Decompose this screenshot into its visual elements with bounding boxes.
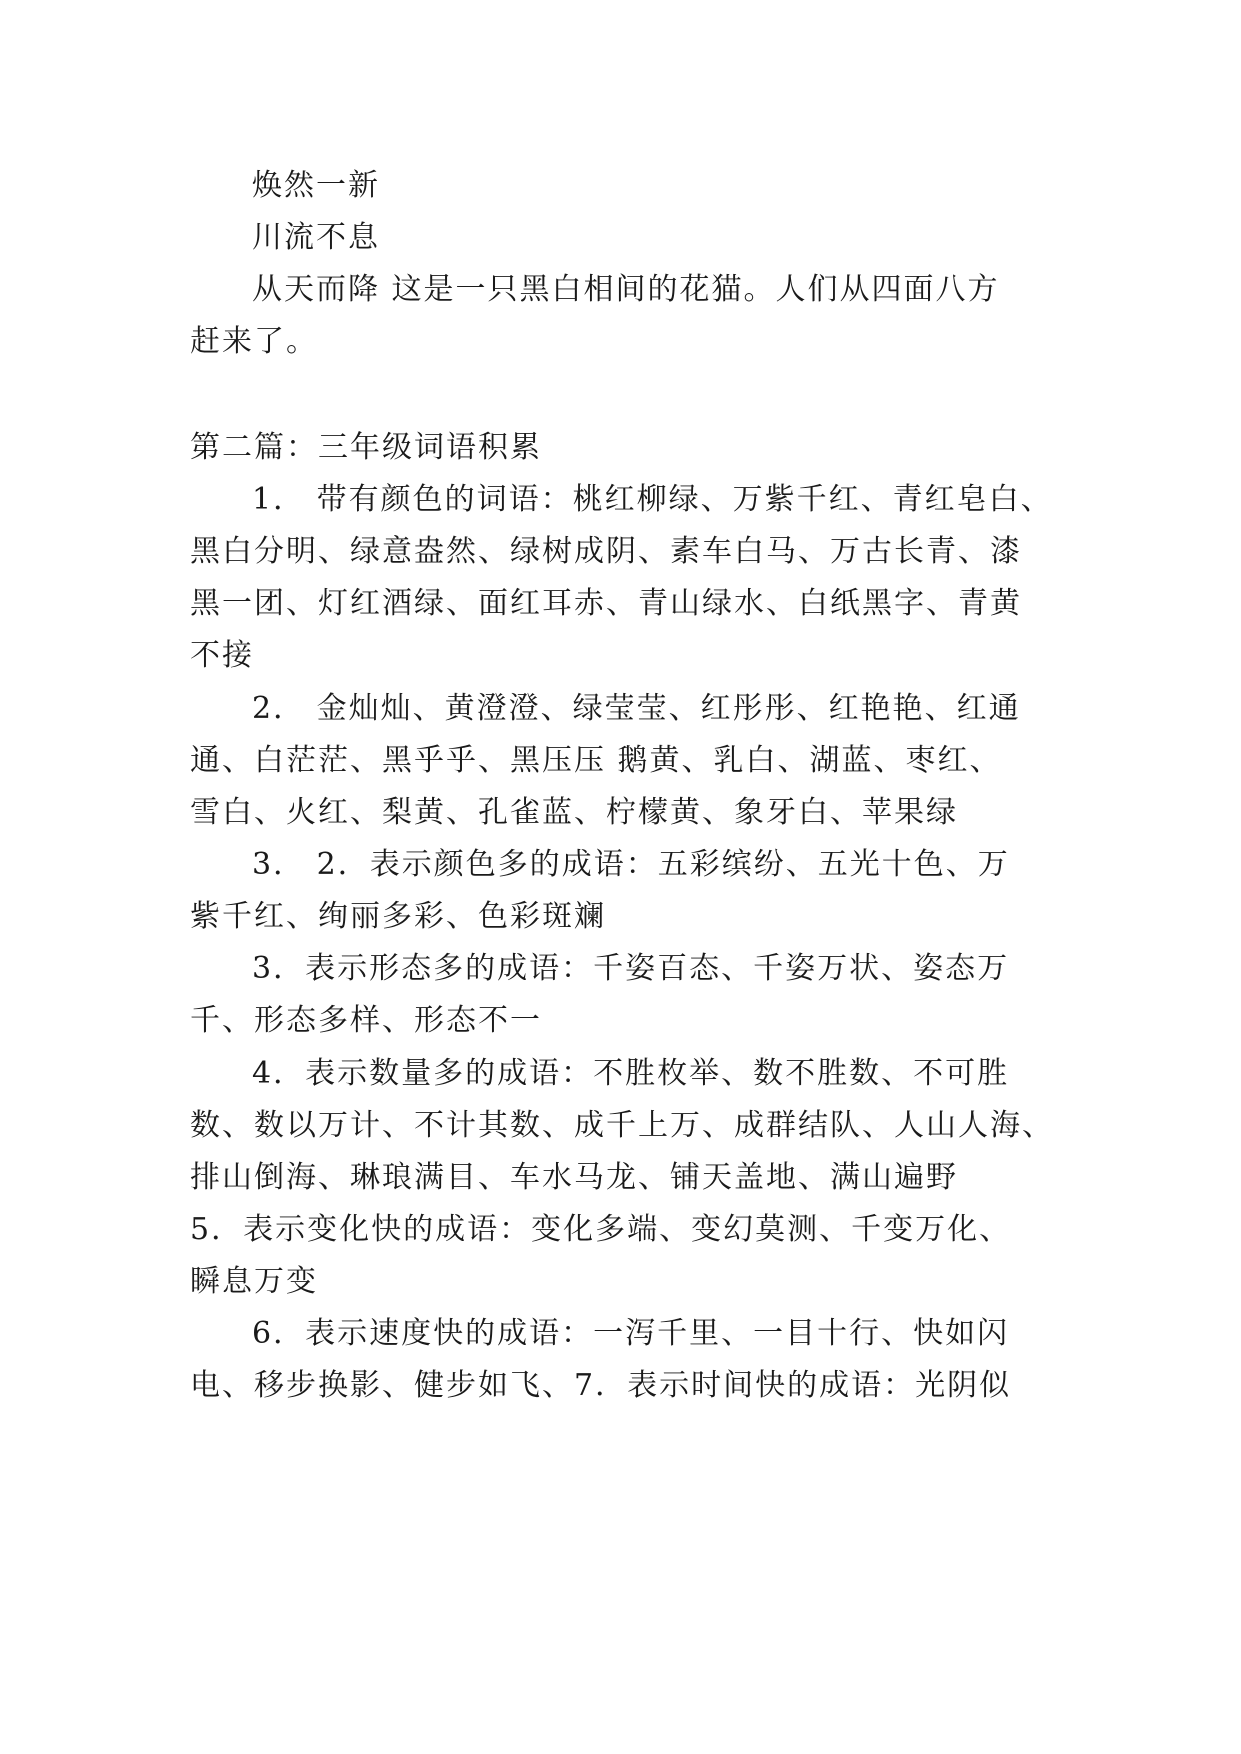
text-line: 数、数以万计、不计其数、成千上万、成群结队、人山人海、 <box>190 1108 1054 1143</box>
text-line: 不接 <box>190 638 254 673</box>
text-line: 黑白分明、绿意盎然、绿树成阴、素车白马、万古长青、漆 <box>190 534 1022 569</box>
text-line: 雪白、火红、梨黄、孔雀蓝、柠檬黄、象牙白、苹果绿 <box>190 795 958 830</box>
text-line: 川流不息 <box>252 220 380 255</box>
text-line: 3．表示形态多的成语：千姿百态、千姿万状、姿态万 <box>252 951 1010 986</box>
text-line: 电、移步换影、健步如飞、7．表示时间快的成语：光阴似 <box>190 1368 1012 1403</box>
text-line: 通、白茫茫、黑乎乎、黑压压 鹅黄、乳白、湖蓝、枣红、 <box>190 743 1002 778</box>
text-line: 千、形态多样、形态不一 <box>190 1003 542 1038</box>
text-line: 焕然一新 <box>252 168 380 203</box>
text-line: 紫千红、绚丽多彩、色彩斑斓 <box>190 899 606 934</box>
text-line: 3． 2．表示颜色多的成语：五彩缤纷、五光十色、万 <box>252 847 1010 882</box>
section-heading: 第二篇：三年级词语积累 <box>190 430 542 465</box>
text-line: 黑一团、灯红酒绿、面红耳赤、青山绿水、白纸黑字、青黄 <box>190 586 1022 621</box>
text-line: 1． 带有颜色的词语：桃红柳绿、万紫千红、青红皂白、 <box>252 482 1053 517</box>
text-line: 排山倒海、琳琅满目、车水马龙、铺天盖地、满山遍野 <box>190 1160 958 1195</box>
text-line: 从天而降 这是一只黑白相间的花猫。人们从四面八方 <box>252 272 1000 307</box>
text-line: 5．表示变化快的成语：变化多端、变幻莫测、千变万化、 <box>190 1212 1012 1247</box>
text-line: 2． 金灿灿、黄澄澄、绿莹莹、红彤彤、红艳艳、红通 <box>252 691 1021 726</box>
text-line: 赶来了。 <box>190 324 318 359</box>
text-line: 6．表示速度快的成语：一泻千里、一目十行、快如闪 <box>252 1316 1010 1351</box>
text-line: 4．表示数量多的成语：不胜枚举、数不胜数、不可胜 <box>252 1056 1010 1091</box>
text-line: 瞬息万变 <box>190 1264 318 1299</box>
